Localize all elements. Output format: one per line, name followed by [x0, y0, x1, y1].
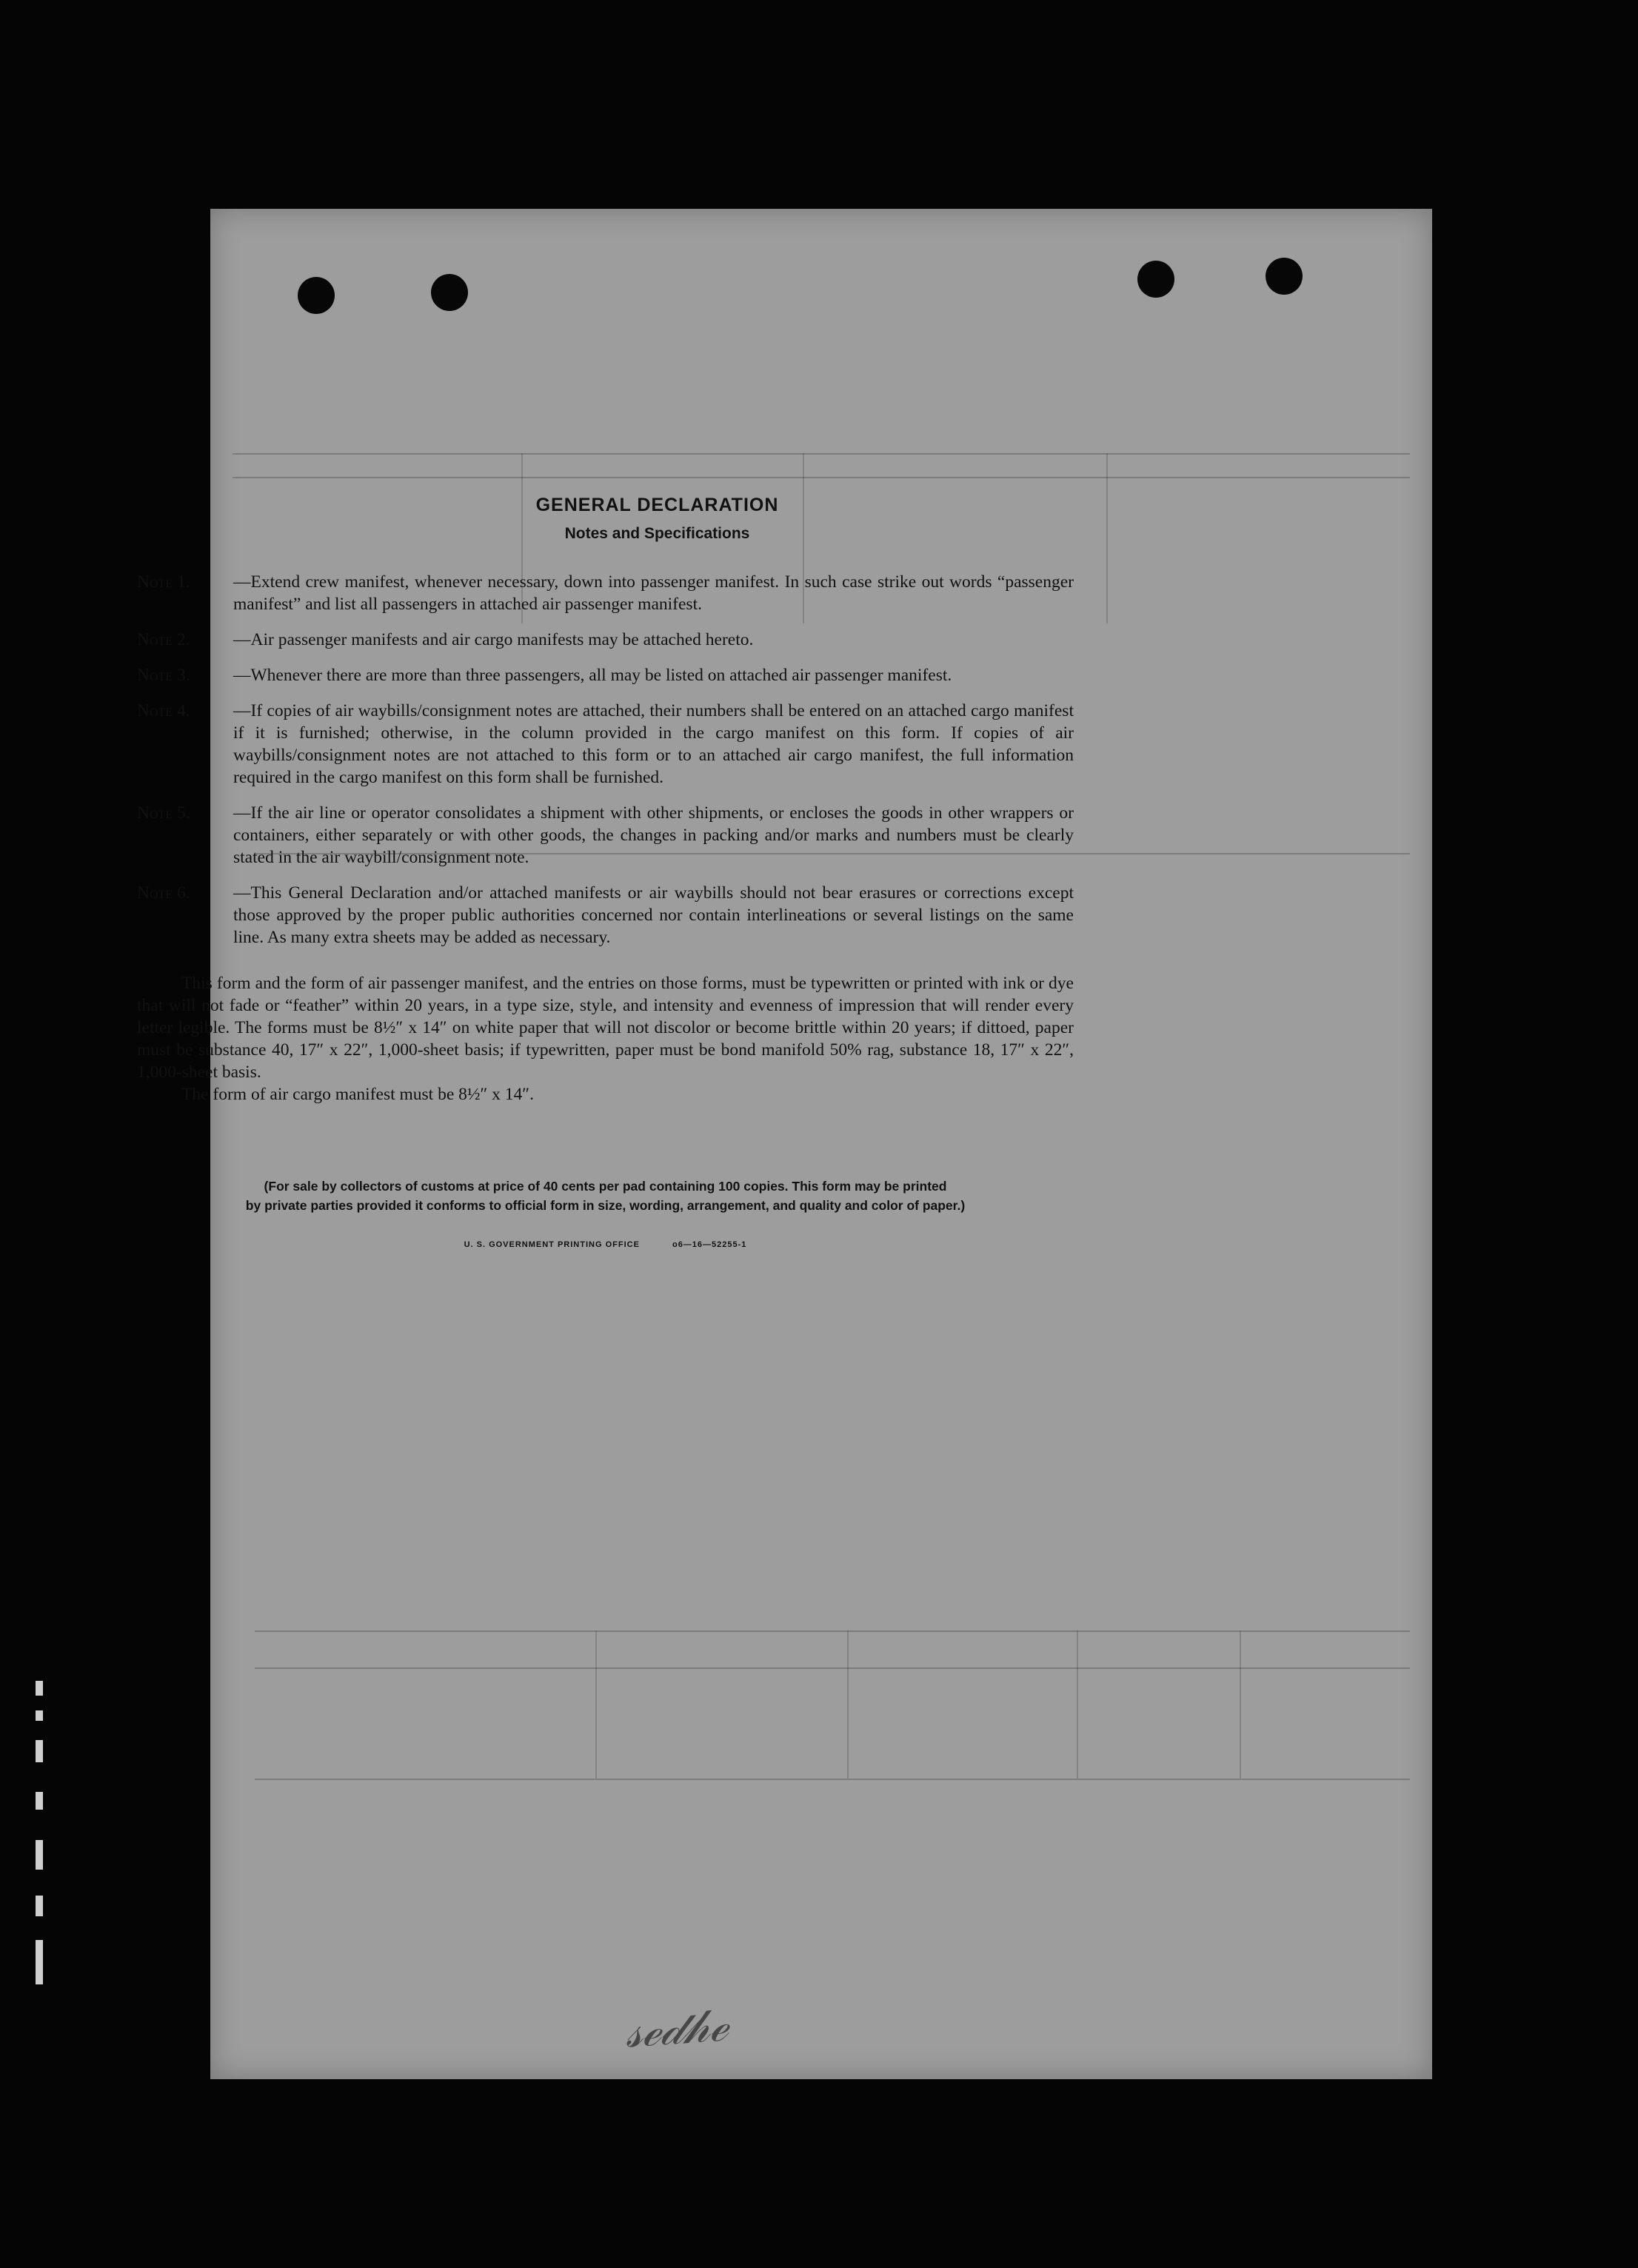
gpo-office: U. S. GOVERNMENT PRINTING OFFICE: [464, 1240, 640, 1249]
sale-notice: [137, 1177, 1074, 1215]
note-1: [137, 571, 1074, 615]
notes-and-specifications: [137, 495, 1288, 1249]
bleed-through-rule: [255, 1667, 1410, 1669]
note-label: Note 4.: [137, 701, 190, 720]
note-label: Note 1.: [137, 572, 190, 592]
note-label: Note 2.: [137, 630, 190, 649]
form-requirements-paragraph: This form and the form of air passenger manifest, and the entries on those forms, must be typewritten or printed with ink or dye that will not fade or “feather” within 20 years, in a type size, style, and intensity and evenness of impression that will render every letter legible. The forms must be 8½″ x 14″ on white paper that will not discolor or become brittle within 20 years; if dittoed, paper must be substance 40, 17″ x 22″, 1,000-sheet basis; if typewritten, paper must be bond manifold 50% rag, substance 18, 17″ x 22″, 1,000-sheet basis.: [137, 974, 1074, 1082]
punch-hole: [431, 274, 468, 311]
note-text: —If copies of air waybills/consignment notes are attached, their numbers shall be entered on an attached cargo manifest if it is furnished; otherwise, in the column provided in the cargo manifest on this form. If copies of air waybills/consignment notes are not attached to this form or to an attached air cargo manifest, the full information required in the cargo manifest on this form shall be furnished.: [233, 701, 1074, 787]
note-5: [137, 802, 1074, 869]
printing-office-imprint: [137, 1240, 1074, 1249]
note-text: —Air passenger manifests and air cargo manifests may be attached hereto.: [233, 630, 754, 649]
sale-notice-line-1: (For sale by collectors of customs at price of 40 cents per pad containing 100 copies. This form may be printed: [264, 1179, 947, 1194]
document-subtitle: Notes and Specifications: [564, 525, 750, 542]
bleed-through-rule: [233, 477, 1410, 478]
gpo-code: o6—16—52255-1: [672, 1240, 747, 1249]
note-text: —Whenever there are more than three passengers, all may be listed on attached air passenger manifest.: [233, 666, 952, 685]
scan-edge-marks: [36, 1681, 50, 1992]
note-text: —If the air line or operator consolidates a shipment with other shipments, or encloses the goods in other wrappers or containers, either separately or with other goods, the changes in packing and/or marks and numbers must be clearly stated in the air waybill/consignment note.: [233, 803, 1074, 867]
document-title: GENERAL DECLARATION: [535, 495, 779, 515]
bleed-through-rule: [233, 453, 1410, 455]
note-label: Note 5.: [137, 803, 190, 823]
bleed-through-rule: [255, 1630, 1410, 1632]
bleed-through-rule: [1077, 1630, 1078, 1779]
punch-hole: [1137, 261, 1174, 298]
note-6: [137, 882, 1074, 949]
note-text: —Extend crew manifest, whenever necessary, down into passenger manifest. In such case strike out words “passenger manifest” and list all passengers in attached air passenger manifest.: [233, 572, 1074, 614]
bleed-through-rule: [595, 1630, 597, 1779]
note-4: [137, 700, 1074, 789]
note-label: Note 6.: [137, 883, 190, 903]
note-3: [137, 664, 1074, 686]
punch-hole: [298, 277, 335, 314]
note-label: Note 3.: [137, 666, 190, 685]
bleed-through-rule: [1240, 1630, 1241, 1779]
note-text: —This General Declaration and/or attached manifests or air waybills should not bear erasures or corrections except those approved by the proper public authorities concerned nor contain interlineations or several listings on the same line. As many extra sheets may be added as necessary.: [233, 883, 1074, 947]
sale-notice-line-2: by private parties provided it conforms to official form in size, wording, arrangement, and quality and color of paper.): [245, 1198, 966, 1213]
handwritten-signature: 𝓈ℯ𝒹𝒽ℯ: [623, 1997, 729, 2058]
bleed-through-rule: [255, 1779, 1410, 1780]
punch-hole: [1266, 258, 1303, 295]
note-2: [137, 629, 1074, 651]
bleed-through-rule: [847, 1630, 849, 1779]
cargo-form-size-line: The form of air cargo manifest must be 8½″ x 14″.: [181, 1085, 534, 1104]
